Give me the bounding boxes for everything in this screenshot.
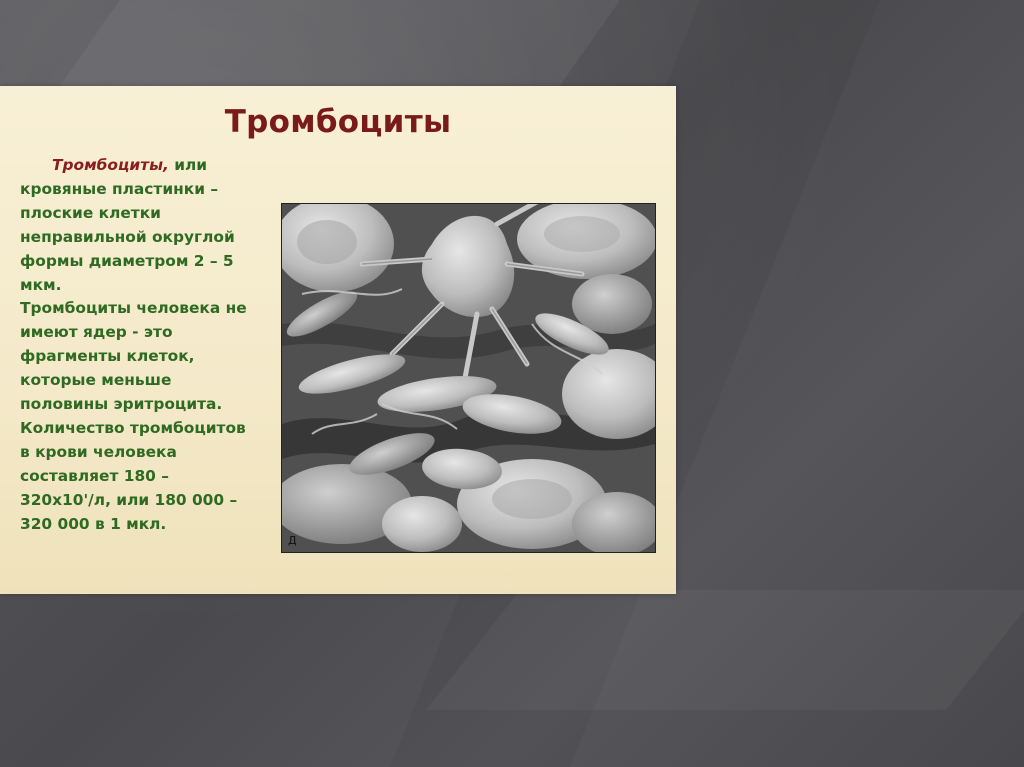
text-line: неправильной округлой <box>20 227 235 246</box>
text-line: половины эритроцита. <box>20 395 223 414</box>
text-line: Количество тромбоцитов <box>20 418 246 437</box>
text-line: мкм. <box>20 275 62 294</box>
highlighted-term: Тромбоциты, <box>52 156 169 174</box>
text-line: в крови человека <box>20 442 177 461</box>
text-line: кровяные пластинки – <box>20 179 219 198</box>
platelet-micrograph <box>281 203 656 553</box>
text-line: 320 000 в 1 мкл. <box>20 514 167 533</box>
micrograph-corner-label: Д <box>288 534 297 547</box>
slide-title: Тромбоциты <box>224 104 452 140</box>
text-line: которые меньше <box>20 371 172 390</box>
text-line: составляет 180 – <box>20 466 169 485</box>
text-line: фрагменты клеток, <box>20 347 195 366</box>
text-line: плоские клетки <box>20 203 161 222</box>
slide-body-text <box>20 154 272 537</box>
text-line: или <box>168 156 208 174</box>
micrograph-illustration <box>282 204 655 552</box>
text-line: имеют ядер - это <box>20 323 173 342</box>
text-line: 320х10'/л, или 180 000 – <box>20 490 238 509</box>
background-streak <box>57 0 620 90</box>
text-line: Тромбоциты человека не <box>20 299 247 318</box>
text-line: формы диаметром 2 – 5 <box>20 251 234 270</box>
slide-panel <box>0 86 676 594</box>
